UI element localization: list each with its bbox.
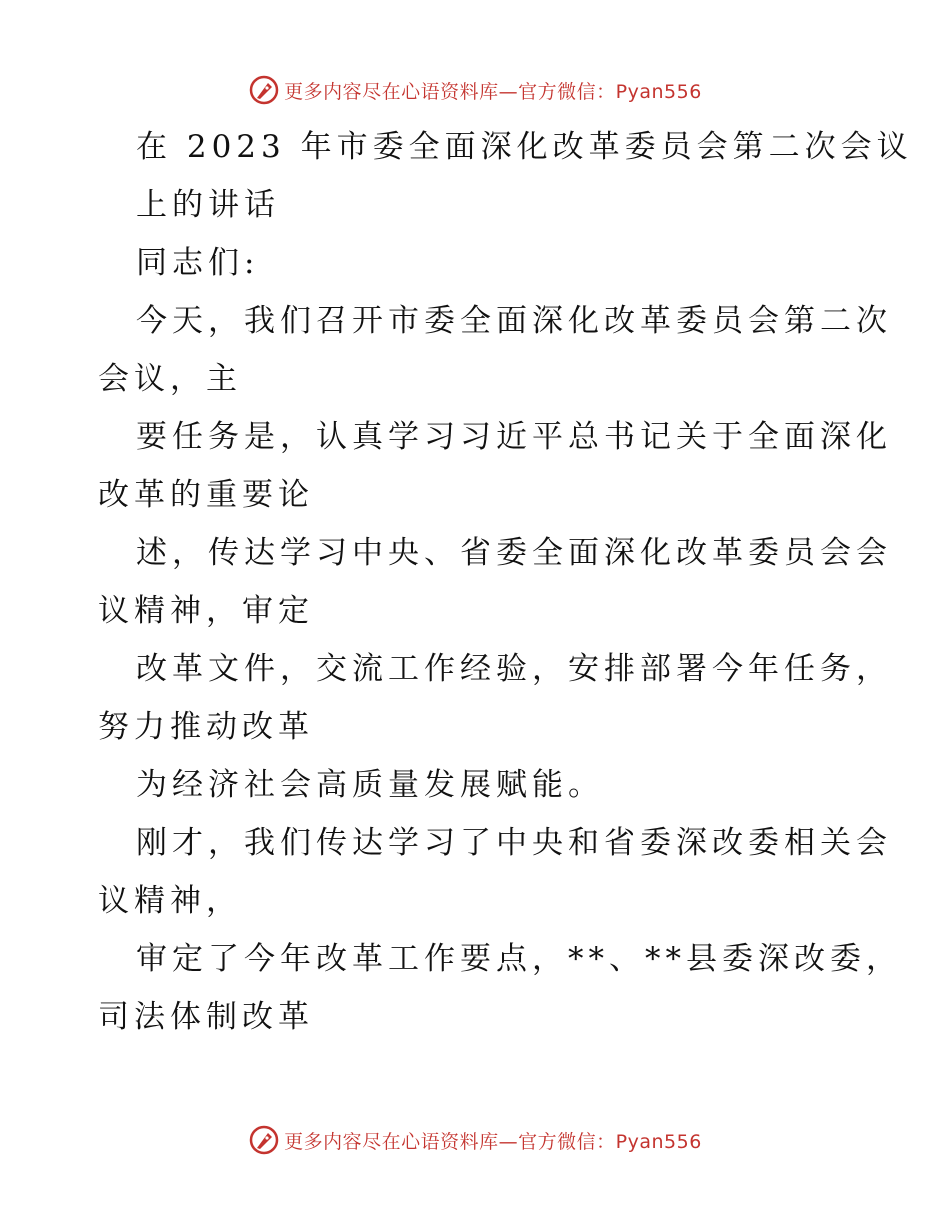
body-line: 会议，主 bbox=[98, 361, 242, 397]
body-line: 改革文件，交流工作经验，安排部署今年任务， bbox=[136, 651, 892, 687]
header-banner bbox=[0, 70, 950, 110]
salutation: 同志们: bbox=[136, 245, 260, 281]
body-line: 议精神，审定 bbox=[98, 593, 314, 629]
body-line: 今天，我们召开市委全面深化改革委员会第二次 bbox=[136, 303, 892, 339]
body-line: 刚才，我们传达学习了中央和省委深改委相关会 bbox=[136, 825, 892, 861]
body-line: 司法体制改革 bbox=[98, 999, 314, 1035]
pen-nib-icon bbox=[248, 74, 280, 106]
body-line: 述，传达学习中央、省委全面深化改革委员会会 bbox=[136, 535, 892, 571]
pen-nib-icon bbox=[248, 1124, 280, 1156]
body-line: 议精神， bbox=[98, 883, 242, 919]
document-title-line-1: 在 2023 年市委全面深化改革委员会第二次会议 bbox=[136, 129, 913, 165]
banner-text: 更多内容尽在心语资料库—官方微信：Pyan556 bbox=[284, 1130, 702, 1153]
body-line: 努力推动改革 bbox=[98, 709, 314, 745]
body-line: 为经济社会高质量发展赋能。 bbox=[136, 767, 604, 803]
document-title-line-2: 上的讲话 bbox=[136, 187, 280, 223]
body-line: 改革的重要论 bbox=[98, 477, 314, 513]
body-line: 审定了今年改革工作要点，**、**县委深改委， bbox=[136, 941, 902, 977]
footer-banner bbox=[0, 1120, 950, 1160]
banner-text: 更多内容尽在心语资料库—官方微信：Pyan556 bbox=[284, 80, 702, 103]
body-line: 要任务是，认真学习习近平总书记关于全面深化 bbox=[136, 419, 892, 455]
